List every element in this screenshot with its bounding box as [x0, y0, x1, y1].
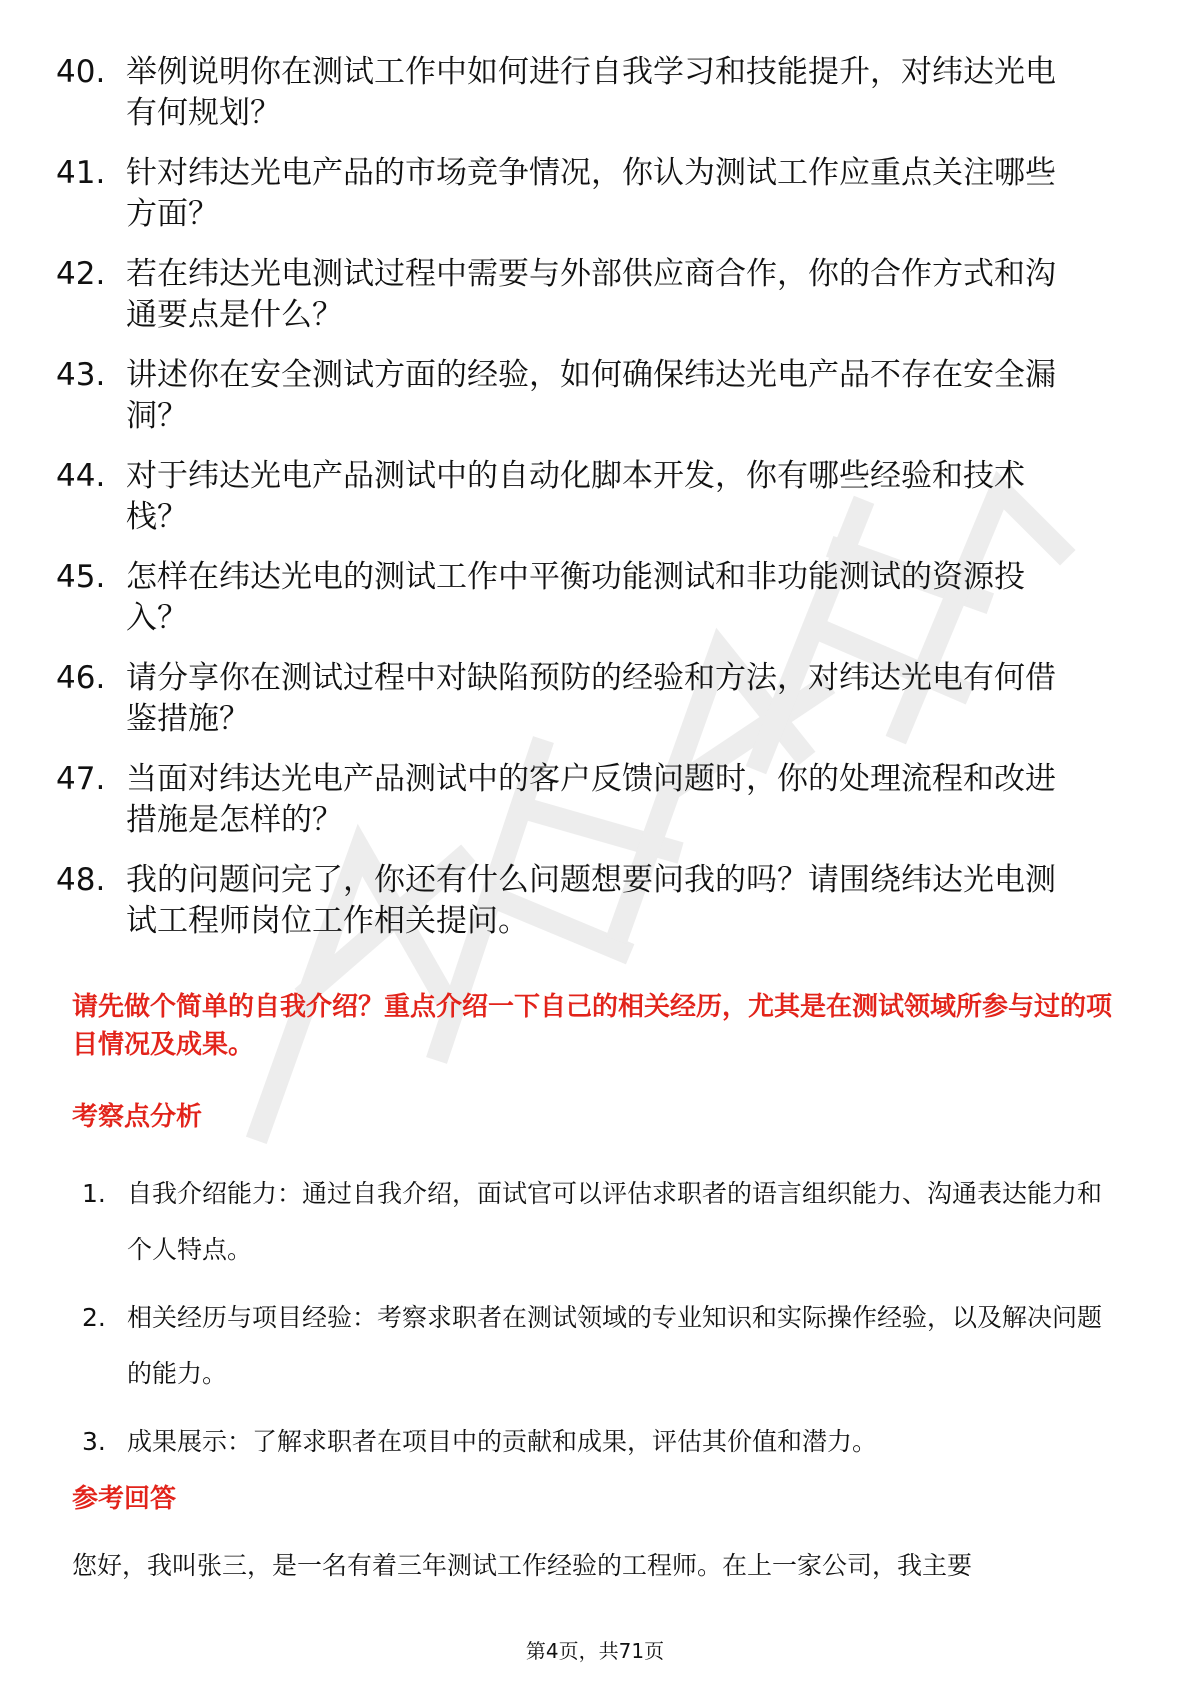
reference-answer-text: 您好，我叫张三，是一名有着三年测试工作经验的工程师。在上一家公司，我主要 [72, 1551, 973, 1580]
question-text: 怎样在纬达光电的测试工作中平衡功能测试和非功能测试的资源投入？ [126, 559, 1025, 636]
question-number: 44. [56, 458, 106, 494]
question-text: 针对纬达光电产品的市场竞争情况，你认为测试工作应重点关注哪些方面？ [126, 155, 1056, 232]
analysis-text: 成果展示：了解求职者在项目中的贡献和成果，评估其价值和潜力。 [127, 1427, 878, 1456]
intro-question-heading: 请先做个简单的自我介绍？重点介绍一下自己的相关经历，尤其是在测试领域所参与过的项目情况及成果。 [72, 992, 1113, 1060]
reference-heading: 参考回答 [72, 1484, 177, 1514]
question-number: 45. [56, 559, 106, 595]
analysis-number: 2. [82, 1303, 106, 1332]
question-item [56, 254, 1136, 336]
question-text: 讲述你在安全测试方面的经验，如何确保纬达光电产品不存在安全漏洞？ [126, 357, 1056, 434]
question-text: 若在纬达光电测试过程中需要与外部供应商合作，你的合作方式和沟通要点是什么？ [126, 256, 1056, 333]
question-number: 40. [56, 54, 106, 90]
question-number: 42. [56, 256, 106, 292]
question-item [56, 52, 1136, 134]
question-text: 当面对纬达光电产品测试中的客户反馈问题时，你的处理流程和改进措施是怎样的？ [126, 761, 1056, 838]
question-text: 对于纬达光电产品测试中的自动化脚本开发，你有哪些经验和技术栈？ [126, 458, 1025, 535]
analysis-item [82, 1414, 1122, 1470]
analysis-text: 自我介绍能力：通过自我介绍，面试官可以评估求职者的语言组织能力、沟通表达能力和个人特点。 [127, 1179, 1103, 1264]
analysis-heading: 考察点分析 [72, 1102, 203, 1132]
question-list [56, 52, 1136, 961]
question-item [56, 658, 1136, 740]
question-number: 47. [56, 761, 106, 797]
question-text: 我的问题问完了，你还有什么问题想要问我的吗？请围绕纬达光电测试工程师岗位工作相关提问。 [126, 862, 1056, 939]
question-item [56, 860, 1136, 942]
question-number: 43. [56, 357, 106, 393]
question-item [56, 557, 1136, 639]
analysis-number: 3. [82, 1427, 106, 1456]
question-number: 41. [56, 155, 106, 191]
question-text: 举例说明你在测试工作中如何进行自我学习和技能提升，对纬达光电有何规划？ [126, 54, 1056, 131]
question-item [56, 456, 1136, 538]
analysis-item [82, 1166, 1122, 1278]
analysis-item [82, 1290, 1122, 1402]
question-number: 46. [56, 660, 106, 696]
page-footer: 第4页，共71页 [525, 1639, 665, 1663]
analysis-number: 1. [82, 1179, 106, 1208]
question-number: 48. [56, 862, 106, 898]
analysis-list [82, 1166, 1122, 1482]
question-item [56, 355, 1136, 437]
question-item [56, 153, 1136, 235]
analysis-text: 相关经历与项目经验：考察求职者在测试领域的专业知识和实际操作经验，以及解决问题的能力。 [127, 1303, 1103, 1388]
question-item [56, 759, 1136, 841]
question-text: 请分享你在测试过程中对缺陷预防的经验和方法，对纬达光电有何借鉴措施？ [126, 660, 1056, 737]
